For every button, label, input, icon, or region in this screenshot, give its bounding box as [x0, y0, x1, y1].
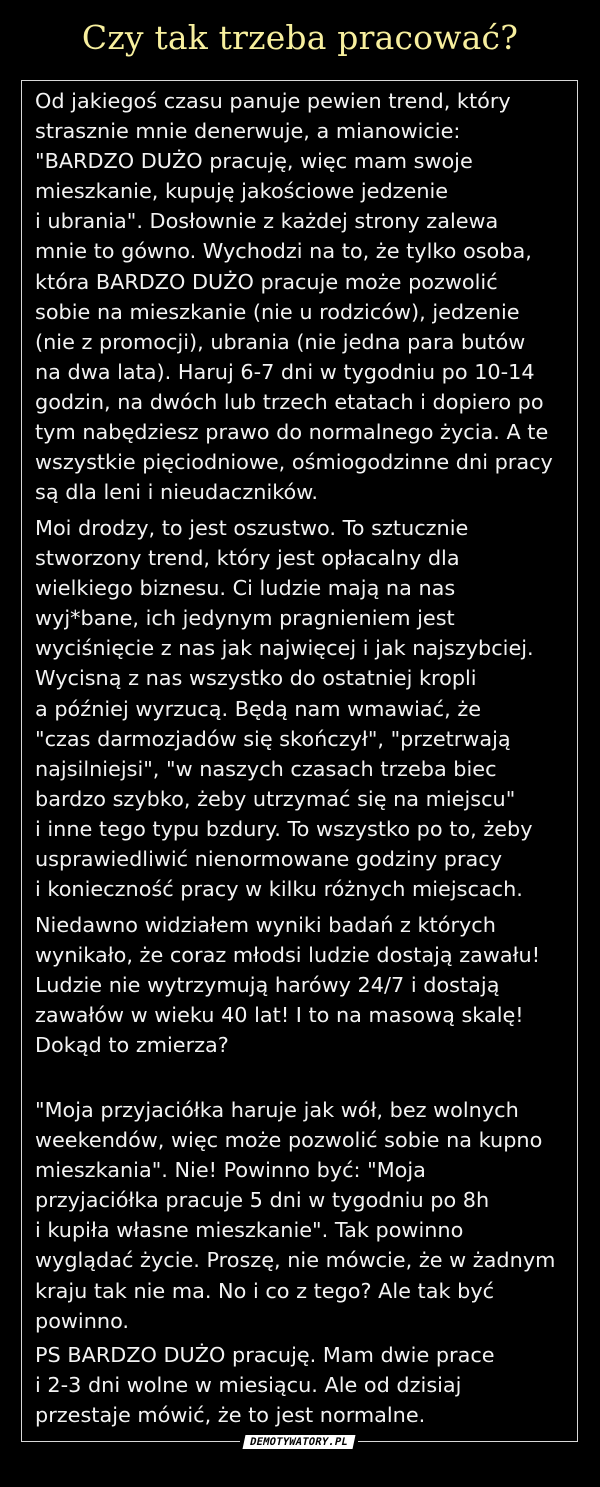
demotywatory-logo	[240, 1434, 358, 1450]
text-line: Niedawno widziałem wyniki badań z których	[35, 913, 496, 937]
watermark-text: DEMOTYWATORY.PL	[243, 1435, 356, 1449]
text-line: Moi drodzy, to jest oszustwo. To sztucznie	[35, 516, 469, 540]
paragraph-ps	[35, 1340, 495, 1430]
page-title: Czy tak trzeba pracować?	[81, 18, 519, 57]
text-line: mnie to gówno. Wychodzi na to, że tylko osoba,	[35, 239, 532, 264]
text-line: Od jakiegoś czasu panuje pewien trend, który	[35, 89, 511, 113]
text-line: (nie z promocji), ubrania (nie jedna para butów	[35, 329, 526, 354]
text-line: i inne tego typu bzdury. To wszystko po to, żeby	[35, 816, 533, 841]
text-line: i 2-3 dni wolne w miesiącu. Ale od dzisiaj	[35, 1373, 462, 1398]
text-line: przestaje mówić, że to jest normalne.	[35, 1403, 426, 1428]
text-line: Ludzie nie wytrzymują harówy 24/7 i dostają	[35, 973, 500, 998]
text-line: na dwa lata). Haruj 6-7 dni w tygodniu po 10-14	[35, 359, 535, 384]
text-line: wielkiego biznesu. Ci ludzie mają na nas	[35, 576, 456, 601]
text-line: wyciśnięcie z nas jak najwięcej i jak najszybciej.	[35, 636, 534, 661]
text-line: strasznie mnie denerwuje, a mianowicie:	[35, 119, 461, 144]
paragraph-friend	[35, 1095, 555, 1336]
text-line: tym nabędziesz prawo do normalnego życia. A te	[35, 420, 549, 445]
paragraph-intro	[35, 86, 553, 507]
paragraph-heart-attacks	[35, 910, 540, 1060]
text-line: i konieczność pracy w kilku różnych miejscach.	[35, 877, 523, 902]
text-line: wyglądać życie. Proszę, nie mówcie, że w żadnym	[35, 1248, 556, 1273]
text-line: są dla leni i nieudaczników.	[35, 480, 318, 505]
text-line: która BARDZO DUŻO pracuje może pozwolić	[35, 269, 498, 294]
text-line: wynikało, że coraz młodsi ludzie dostają zawału!	[35, 943, 541, 968]
text-line: kraju tak nie ma. No i co z tego? Ale tak być	[35, 1278, 495, 1303]
text-line: Wycisną z nas wszystko do ostatniej kropli	[35, 666, 477, 691]
text-line: "Moja przyjaciółka haruje jak wół, bez wolnych	[35, 1098, 519, 1122]
paragraph-scam	[35, 513, 534, 904]
text-line: wszystkie pięciodniowe, ośmiogodzinne dni pracy	[35, 450, 553, 475]
text-line: a później wyrzucą. Będą nam wmawiać, że	[35, 696, 482, 721]
text-line: i ubrania". Dosłownie z każdej strony zalewa	[35, 209, 499, 234]
text-line: najsilniejsi", "w naszych czasach trzeba biec	[35, 756, 497, 781]
text-line: stworzony trend, który jest opłacalny dla	[35, 546, 460, 571]
text-line: bardzo szybko, żeby utrzymać się na miejscu"	[35, 786, 516, 811]
text-line: PS BARDZO DUŻO pracuję. Mam dwie prace	[35, 1343, 495, 1367]
text-line: i kupiła własne mieszkanie". Tak powinno	[35, 1218, 464, 1243]
text-line: usprawiedliwić nienormowane godziny pracy	[35, 847, 503, 872]
text-line: sobie na mieszkanie (nie u rodziców), jedzenie	[35, 299, 520, 324]
text-line: przyjaciółka pracuje 5 dni w tygodniu po 8h	[35, 1188, 490, 1213]
text-line: "czas darmozjadów się skończył", "przetrwają	[35, 726, 511, 751]
text-line: weekendów, więc może pozwolić sobie na kupno	[35, 1128, 543, 1153]
text-line: wyj*bane, ich jedynym pragnieniem jest	[35, 606, 455, 631]
text-line: powinno.	[35, 1308, 130, 1333]
post-text-image	[21, 80, 578, 1442]
text-line: mieszkania". Nie! Powinno być: "Moja	[35, 1158, 426, 1183]
text-line: godzin, na dwóch lub trzech etatach i dopiero po	[35, 389, 544, 414]
text-line: "BARDZO DUŻO pracuję, więc mam swoje	[35, 149, 473, 174]
text-line: mieszkanie, kupuję jakościowe jedzenie	[35, 179, 449, 204]
text-line: Dokąd to zmierza?	[35, 1033, 229, 1058]
text-line: zawałów w wieku 40 lat! I to na masową skalę!	[35, 1003, 524, 1028]
